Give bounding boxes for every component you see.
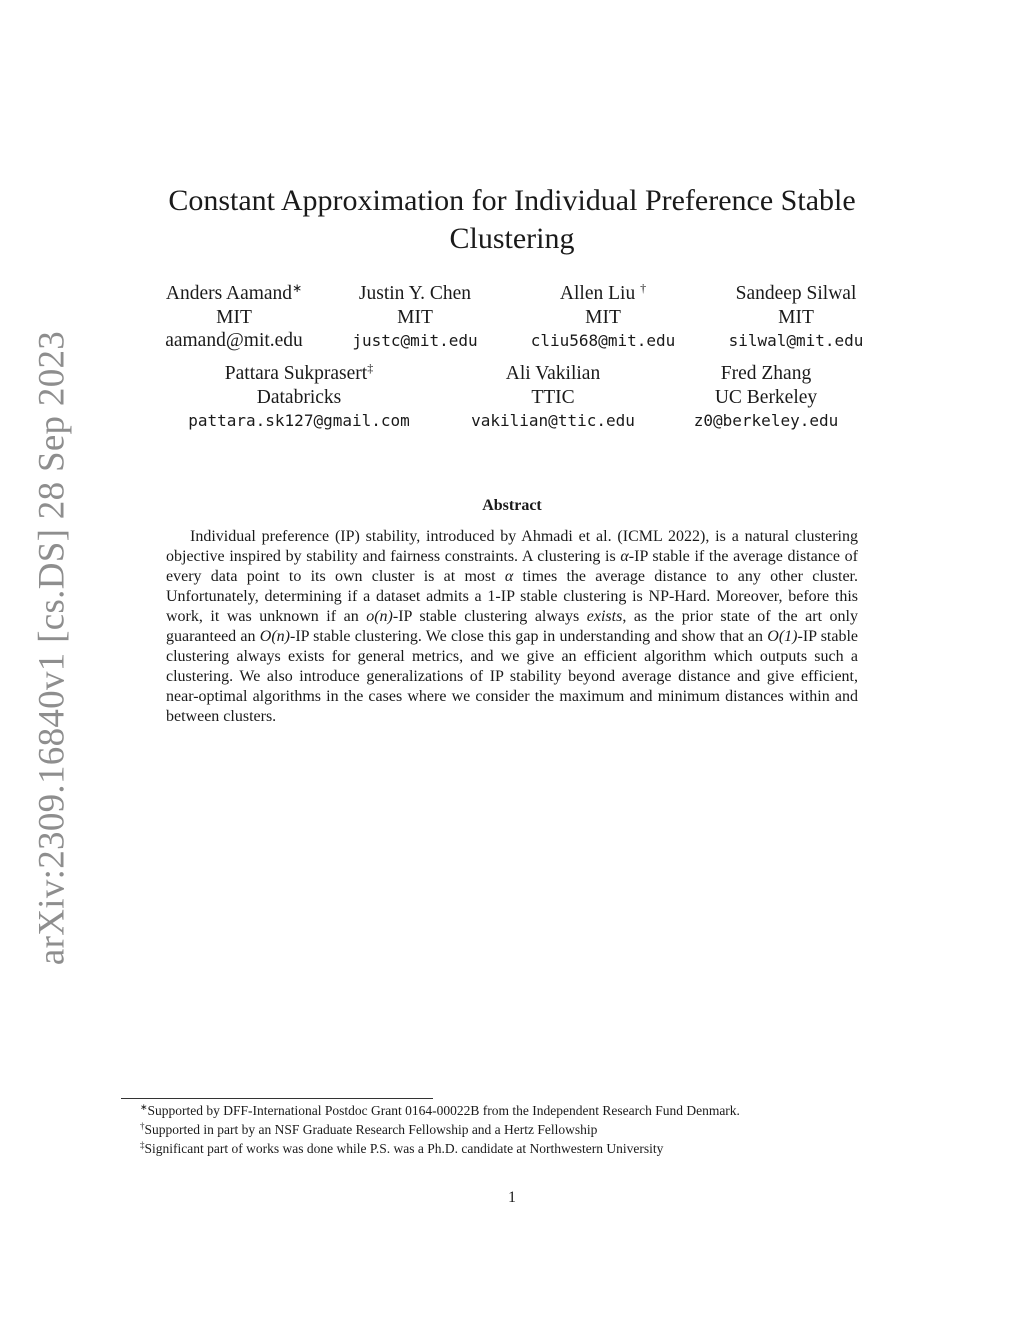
abstract-emphasis: exists — [586, 608, 623, 625]
author-email: aamand@mit.edu — [165, 330, 303, 351]
abstract-math: α — [620, 548, 629, 565]
author-block — [729, 282, 864, 353]
footnote-text: Supported by DFF-International Postdoc Grant 0164-00022B from the Independent Research Fund Denmark. — [147, 1103, 740, 1118]
footnotes — [140, 1101, 740, 1158]
author-email: pattara.sk127@gmail.com — [188, 411, 410, 430]
title-line-1: Constant Approximation for Individual Preference Stable — [168, 184, 856, 217]
abstract-text: , as the prior state of the art only guaranteed an — [166, 608, 858, 645]
abstract-math: α — [504, 568, 514, 585]
abstract-heading: Abstract — [482, 497, 542, 514]
author-affiliation: MIT — [778, 306, 814, 328]
author-name: Pattara Sukprasert — [224, 363, 368, 384]
author-affiliation: MIT — [397, 306, 433, 328]
abstract-body — [166, 527, 858, 727]
footnote-mark: ‡ — [140, 1140, 145, 1150]
footnote — [140, 1139, 740, 1158]
author-mark: † — [640, 281, 647, 295]
abstract-text: -IP stable clustering. We close this gap in understanding and show that an — [289, 628, 768, 645]
author-block — [471, 362, 635, 433]
author-email: vakilian@ttic.edu — [471, 411, 635, 430]
page-number: 1 — [508, 1189, 516, 1206]
footnote — [140, 1101, 740, 1120]
author-name: Fred Zhang — [720, 363, 812, 384]
author-email: z0@berkeley.edu — [693, 411, 839, 430]
abstract-text: -IP stable clustering always exists for general metrics, and we give an efficient algorithm which outputs such a clustering. We also introduce generalizations of IP stability beyond average distance and give efficient, near-optimal algorithms in the cases where we consider the maximum and minimum distances within and between clusters. — [166, 628, 859, 725]
author-affiliation: MIT — [216, 306, 252, 328]
author-block — [531, 282, 676, 353]
author-name: Sandeep Silwal — [735, 283, 857, 304]
author-name: Justin Y. Chen — [358, 283, 472, 304]
abstract-math: O(n) — [259, 628, 290, 645]
footnote-mark: ∗ — [140, 1102, 148, 1112]
author-name: Ali Vakilian — [505, 363, 601, 384]
author-block — [694, 362, 839, 433]
author-affiliation: MIT — [585, 306, 621, 328]
author-email: cliu568@mit.edu — [530, 331, 676, 350]
paper-title — [150, 182, 874, 258]
author-affiliation: TTIC — [531, 386, 575, 408]
author-block — [188, 362, 410, 433]
abstract-text: -IP stable if the average distance of every data point to its own cluster is at most — [166, 548, 858, 585]
abstract-text: times the average distance to any other cluster. Unfortunately, determining if a dataset admits a 1-IP stable clustering is NP-Hard. Moreover, before this work, it was unknown if an — [166, 568, 858, 625]
abstract-math: o(n) — [366, 608, 393, 625]
footnote-text: Significant part of works was done while P.S. was a Ph.D. candidate at Northwestern University — [144, 1141, 664, 1156]
footnote-mark: † — [140, 1121, 145, 1131]
title-line-2: Clustering — [449, 222, 575, 255]
abstract-math: O(1) — [767, 628, 798, 645]
author-block — [165, 282, 303, 353]
author-affiliation: Databricks — [256, 386, 342, 408]
author-mark: ∗ — [292, 281, 303, 295]
footnote-rule — [121, 1098, 433, 1099]
footnote-text: Supported in part by an NSF Graduate Research Fellowship and a Hertz Fellowship — [144, 1122, 598, 1137]
author-email: justc@mit.edu — [352, 331, 478, 350]
abstract-text: Individual preference (IP) stability, introduced by Ahmadi et al. (ICML 2022), is a natural clustering objective inspired by stability and fairness constraints. A clustering is — [166, 528, 858, 565]
author-block — [352, 282, 477, 353]
abstract-text: -IP stable clustering always — [392, 608, 587, 625]
author-name: Allen Liu — [559, 283, 641, 304]
author-email: silwal@mit.edu — [728, 331, 864, 350]
arxiv-id: arXiv:2309.16840v1 [cs.DS] 28 Sep 2023 — [31, 330, 73, 966]
author-mark: ‡ — [367, 361, 374, 375]
author-affiliation: UC Berkeley — [714, 386, 818, 408]
footnote — [140, 1120, 740, 1139]
author-name: Anders Aamand — [165, 283, 293, 304]
